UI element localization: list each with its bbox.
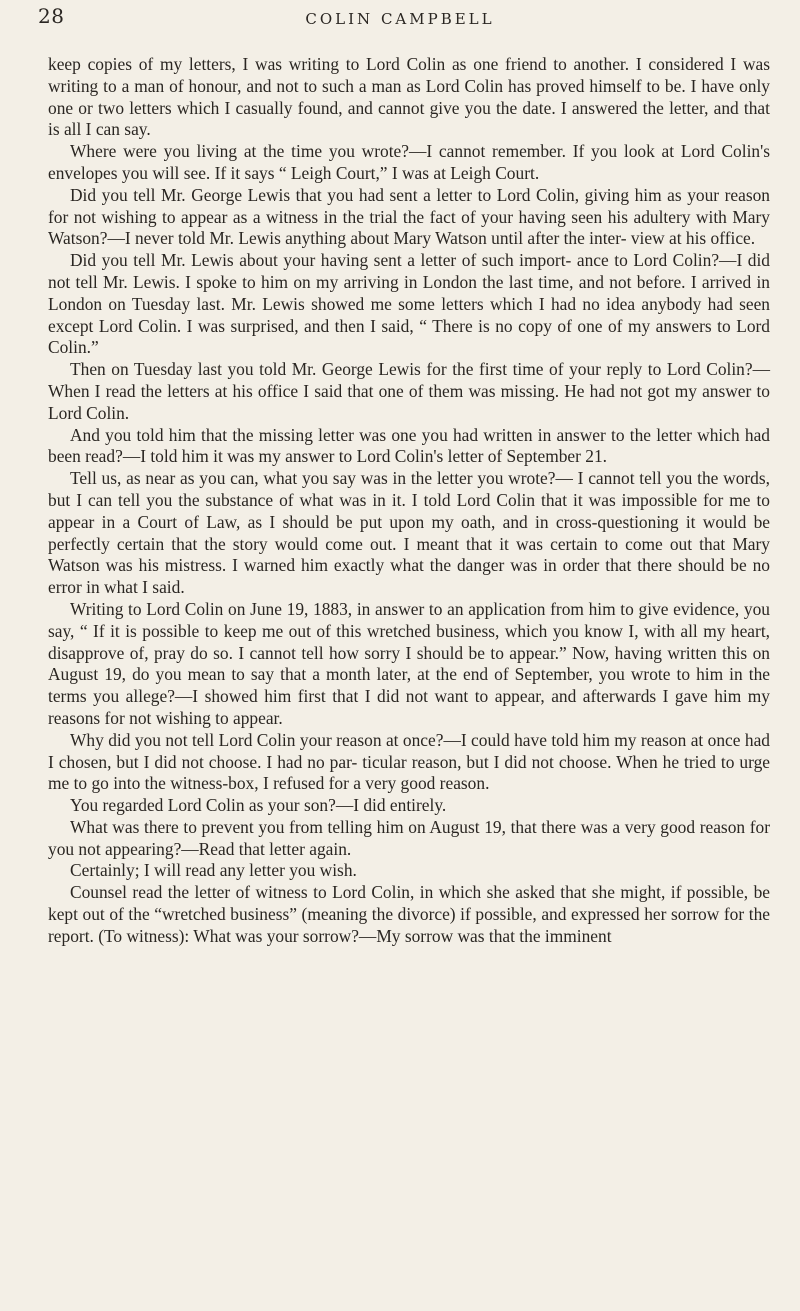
paragraph: Tell us, as near as you can, what you say was in the letter you wrote?— I cannot tell you the words, but I can tell you the substance of what was in it. I told Lord Colin that it was impossible for me to appear in a Court of Law, as I should be put upon my oath, and in cross-questioning it would be perfectly certain that the story would come out. I meant that it was certain to come out that Mary Watson was his mistress. I warned him exactly what the danger was in order that there should be no error in what I said. [48, 468, 770, 598]
paragraph: Why did you not tell Lord Colin your reason at once?—I could have told him my reason at once had I chosen, but I did not choose. I had no par- ticular reason, but I did not choose. When he tried to urge me to go into the witness-box, I refused for a very good reason. [48, 729, 770, 794]
paragraph: What was there to prevent you from telling him on August 19, that there was a very good reason for you not appearing?—Read that letter again. [48, 816, 770, 859]
paragraph: Where were you living at the time you wrote?—I cannot remember. If you look at Lord Colin's envelopes you will see. If it says “ Leigh Court,” I was at Leigh Court. [48, 141, 770, 183]
paragraph: Writing to Lord Colin on June 19, 1883, in answer to an application from him to give evidence, you say, “ If it is possible to keep me out of this wretched business, which you know I, with all my heart, disapprove of, pray do so. I cannot tell how sorry I should be to appear.” Now, having written this on August 19, do you mean to say that a month later, at the end of September, you wrote to him in the terms you allege?—I showed him first that I did not want to appear, and afterwards I gave him my reasons for not wishing to appear. [48, 598, 770, 728]
paragraph: Did you tell Mr. Lewis about your having sent a letter of such import- ance to Lord Colin?—I did not tell Mr. Lewis. I spoke to him on my arriving in London the last time, and not before. I arrived in London on Tuesday last. Mr. Lewis showed me some letters which I had no idea anybody had seen except Lord Colin. I was surprised, and then I said, “ There is no copy of one of my answers to Lord Colin.” [48, 250, 770, 358]
paragraph: Then on Tuesday last you told Mr. George Lewis for the first time of your reply to Lord Colin?—When I read the letters at his office I said that one of them was missing. He had not got my answer to Lord Colin. [48, 359, 770, 423]
paragraph: And you told him that the missing letter was one you had written in answer to the letter which had been read?—I told him it was my answer to Lord Colin's letter of September 21. [48, 424, 770, 467]
body-text [48, 54, 770, 948]
paragraph: Did you tell Mr. George Lewis that you had sent a letter to Lord Colin, giving him as your reason for not wishing to appear as a witness in the trial the fact of your having seen his adultery with Mary Watson?—I never told Mr. Lewis anything about Mary Watson until after the inter- view at his office. [48, 184, 770, 249]
paragraph: keep copies of my letters, I was writing to Lord Colin as one friend to another. I considered I was writing to a man of honour, and not to such a man as Lord Colin has proved himself to be. I have only one or two letters which I casually found, and cannot give you the date. I answered the letter, and that is all I can say. [48, 54, 770, 140]
page-number: 28 [38, 4, 65, 28]
running-head: COLIN CAMPBELL [305, 10, 495, 28]
paragraph: You regarded Lord Colin as your son?—I did entirely. [70, 795, 447, 816]
paragraph: Certainly; I will read any letter you wish. [70, 860, 357, 881]
paragraph: Counsel read the letter of witness to Lord Colin, in which she asked that she might, if possible, be kept out of the “wretched business” (meaning the divorce) if possible, and expressed her sorrow for the report. (To witness): What was your sorrow?—My sorrow was that the imminent [48, 882, 770, 946]
